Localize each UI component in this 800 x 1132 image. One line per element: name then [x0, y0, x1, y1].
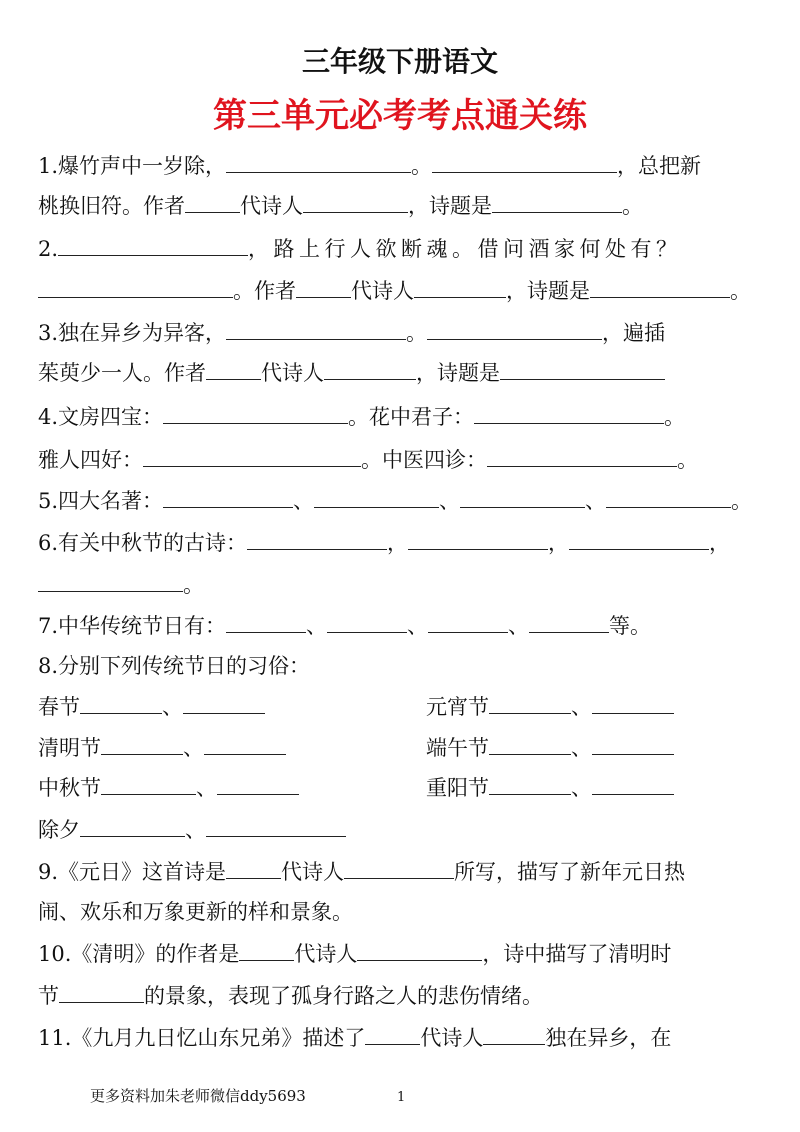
festival-label: 端午节 [426, 736, 489, 760]
q7-text: 等。 [609, 614, 652, 638]
q2-text: 。作者 [233, 279, 296, 303]
q9-text: 所写，描写了新年元日热 [454, 860, 686, 884]
q7-text: 7.中华传统节日有： [38, 614, 227, 638]
q3-text: ，遍插 [602, 321, 666, 345]
question-11-line-1 [38, 1025, 764, 1051]
festival-row-4 [38, 817, 764, 843]
answer-blank[interactable] [483, 1026, 545, 1045]
answer-blank[interactable] [183, 695, 265, 714]
footer-note: 更多资料加朱老师微信ddy5693 [90, 1087, 306, 1105]
q2-text: 代诗人 [351, 279, 414, 303]
q1-text: ，总把新 [617, 154, 702, 178]
answer-blank[interactable] [185, 194, 240, 213]
answer-blank[interactable] [489, 736, 571, 755]
question-4-line-2 [38, 447, 764, 473]
q4-text: 。 [677, 448, 698, 472]
q1-text: 代诗人 [240, 194, 303, 218]
answer-blank[interactable] [239, 942, 294, 961]
q10-text: 10.《清明》的作者是 [38, 942, 240, 966]
q1-text: ，诗题是 [408, 194, 492, 218]
festival-row-3 [38, 775, 764, 801]
q2-text: ，诗题是 [506, 279, 590, 303]
q4-text: 。 [664, 405, 686, 429]
answer-blank[interactable] [226, 860, 281, 879]
q10-text: 代诗人 [294, 942, 358, 966]
q10-text: 的景象，表现了孤身行路之人的悲伤情绪。 [144, 984, 543, 1008]
answer-blank[interactable] [217, 776, 299, 795]
separator: 。 [183, 573, 204, 597]
separator: 、 [571, 695, 592, 719]
festival-label: 除夕 [38, 818, 80, 842]
q2-text: ，路上行人欲断魂。借问酒家何处有？ [248, 237, 682, 261]
separator: 、 [162, 695, 183, 719]
q2-text: 。 [730, 279, 751, 303]
answer-blank[interactable] [247, 531, 387, 550]
q4-text: 。中医四诊： [361, 448, 487, 472]
q1-text: 1.爆竹声中一岁除， [38, 154, 227, 178]
q4-text: 雅人四好： [38, 448, 143, 472]
page-number: 1 [397, 1090, 406, 1105]
answer-blank[interactable] [58, 237, 248, 256]
q9-text: 闹、欢乐和万象更新的样和景象。 [38, 900, 353, 924]
answer-blank[interactable] [206, 818, 346, 837]
q3-text: 茱萸少一人。作者 [38, 361, 206, 385]
q5-text: 5.四大名著： [38, 489, 164, 513]
q4-text: 。花中君子： [348, 405, 475, 429]
answer-blank[interactable] [206, 361, 261, 380]
q2-text: 2. [38, 237, 59, 261]
answer-blank[interactable] [500, 361, 665, 380]
question-2-line-2 [38, 278, 764, 304]
q11-text: 独在异乡，在 [545, 1026, 672, 1050]
answer-blank[interactable] [606, 489, 731, 508]
answer-blank[interactable] [59, 984, 144, 1003]
q10-text: 节 [38, 984, 59, 1008]
answer-blank[interactable] [163, 405, 348, 424]
answer-blank[interactable] [80, 695, 162, 714]
separator: ， [709, 531, 731, 555]
separator: 、 [183, 736, 204, 760]
answer-blank[interactable] [590, 279, 730, 298]
separator: 、 [571, 736, 592, 760]
separator: 、 [306, 614, 328, 638]
answer-blank[interactable] [427, 321, 602, 340]
separator: 、 [571, 776, 592, 800]
answer-blank[interactable] [344, 860, 454, 879]
festival-label: 春节 [38, 695, 80, 719]
answer-blank[interactable] [38, 279, 233, 298]
question-1-line-1 [38, 153, 764, 179]
q1-text: 。 [622, 194, 643, 218]
answer-blank[interactable] [357, 942, 482, 961]
festival-row-1 [38, 694, 764, 720]
answer-blank[interactable] [163, 489, 293, 508]
q3-text: 代诗人 [261, 361, 324, 385]
separator: ， [387, 531, 409, 555]
answer-blank[interactable] [101, 776, 196, 795]
question-7 [38, 613, 764, 639]
doc-title: 三年级下册语文 [301, 45, 498, 78]
question-9-line-1 [38, 859, 764, 885]
q4-text: 4.文房四宝： [38, 405, 164, 429]
q11-text: 代诗人 [420, 1026, 484, 1050]
q9-text: 代诗人 [281, 860, 345, 884]
answer-blank[interactable] [432, 154, 617, 173]
answer-blank[interactable] [414, 279, 506, 298]
separator: 、 [196, 776, 217, 800]
answer-blank[interactable] [324, 361, 416, 380]
q3-text: ，诗题是 [416, 361, 500, 385]
answer-blank[interactable] [529, 614, 609, 633]
separator: 、 [439, 489, 461, 513]
answer-blank[interactable] [226, 321, 406, 340]
q3-text: 3.独在异乡为异客， [38, 321, 227, 345]
q3-text: 。 [406, 321, 428, 345]
q8-text: 8.分别下列传统节日的习俗： [38, 654, 311, 678]
answer-blank[interactable] [487, 448, 677, 467]
answer-blank[interactable] [460, 489, 585, 508]
question-5 [38, 488, 764, 514]
q1-text: 。 [411, 154, 433, 178]
answer-blank[interactable] [303, 194, 408, 213]
question-1-line-2 [38, 193, 764, 219]
festival-row-2 [38, 735, 764, 761]
answer-blank[interactable] [80, 818, 185, 837]
question-2-line-1 [38, 236, 764, 262]
answer-blank[interactable] [327, 614, 407, 633]
question-9-line-2 [38, 899, 764, 925]
answer-blank[interactable] [101, 736, 183, 755]
answer-blank[interactable] [492, 194, 622, 213]
q6-text: 6.有关中秋节的古诗： [38, 531, 248, 555]
answer-blank[interactable] [314, 489, 439, 508]
answer-blank[interactable] [592, 736, 674, 755]
answer-blank[interactable] [226, 614, 306, 633]
answer-blank[interactable] [428, 614, 508, 633]
answer-blank[interactable] [365, 1026, 420, 1045]
answer-blank[interactable] [38, 573, 183, 592]
answer-blank[interactable] [592, 695, 674, 714]
question-6-line-2 [38, 572, 764, 598]
separator: 、 [407, 614, 429, 638]
q10-text: ，诗中描写了清明时 [482, 942, 672, 966]
festival-label: 清明节 [38, 736, 101, 760]
separator: ， [548, 531, 570, 555]
q9-text: 9.《元日》这首诗是 [38, 860, 227, 884]
festival-label: 中秋节 [38, 776, 101, 800]
festival-label: 元宵节 [426, 695, 489, 719]
q11-text: 11.《九月九日忆山东兄弟》描述了 [38, 1026, 366, 1050]
question-8-heading [38, 653, 764, 679]
answer-blank[interactable] [204, 736, 286, 755]
separator: 、 [508, 614, 530, 638]
answer-blank[interactable] [408, 531, 548, 550]
question-10-line-1 [38, 941, 764, 967]
answer-blank[interactable] [474, 405, 664, 424]
question-10-line-2 [38, 983, 764, 1009]
festival-label: 重阳节 [426, 776, 489, 800]
answer-blank[interactable] [569, 531, 709, 550]
doc-subtitle: 第三单元必考考点通关练 [213, 96, 587, 136]
answer-blank[interactable] [489, 695, 571, 714]
question-3-line-2 [38, 360, 764, 386]
answer-blank[interactable] [592, 776, 674, 795]
separator: 、 [293, 489, 315, 513]
answer-blank[interactable] [296, 279, 351, 298]
question-4-line-1 [38, 404, 764, 430]
question-3-line-1 [38, 320, 764, 346]
answer-blank[interactable] [489, 776, 571, 795]
separator: 、 [585, 489, 607, 513]
answer-blank[interactable] [143, 448, 361, 467]
separator: 。 [731, 489, 753, 513]
question-6-line-1 [38, 530, 764, 556]
answer-blank[interactable] [226, 154, 411, 173]
q1-text: 桃换旧符。作者 [38, 194, 185, 218]
separator: 、 [185, 818, 206, 842]
